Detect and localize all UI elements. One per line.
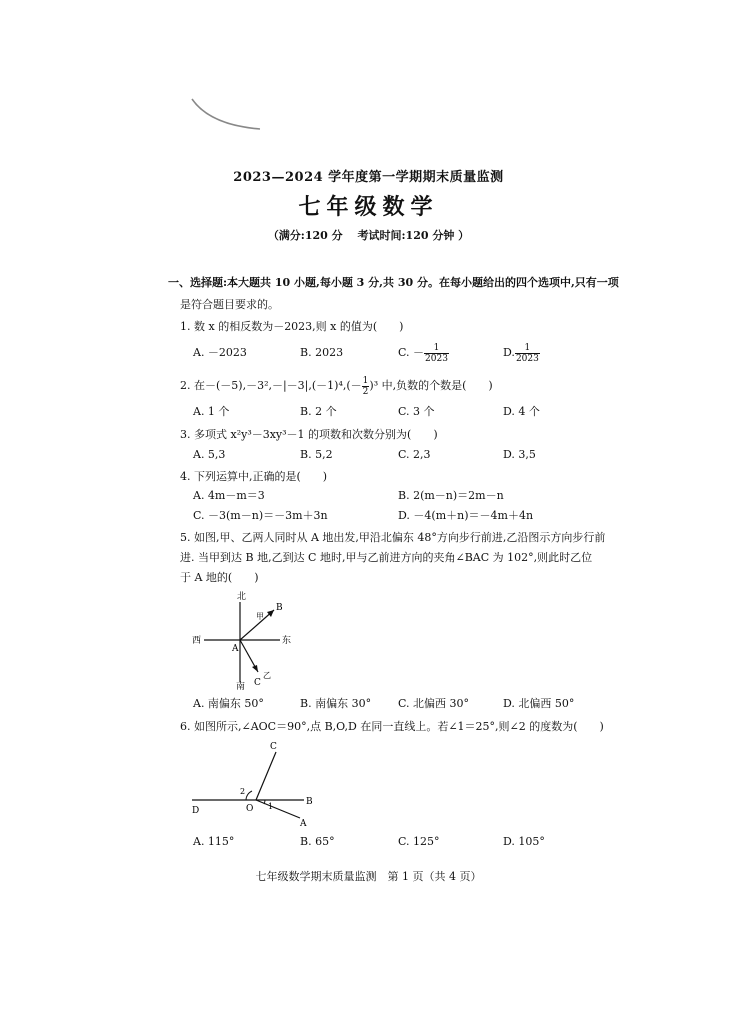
exam-subject-title: 七年级数学 (298, 195, 439, 220)
q4-option-d: D. －4(m＋n)＝－4m＋4n (398, 509, 534, 522)
q5-label-yi: 乙 (263, 671, 271, 680)
q4-option-b: B. 2(m－n)＝2m－n (398, 489, 504, 502)
q1-c-numerator: 1 (424, 343, 449, 354)
q6-option-d: D. 105° (503, 835, 545, 848)
q6-label-o: O (246, 804, 254, 814)
q5-label-jia: 甲 (256, 612, 264, 621)
q5-label-north: 北 (237, 592, 247, 602)
q1-option-d-prefix: D. (503, 346, 515, 359)
q6-angle2-arc (246, 791, 252, 800)
q3-stem: 3. 多项式 x²y³－3xy³－1 的项数和次数分别为( ) (180, 428, 438, 441)
q1-option-c-fraction (424, 343, 449, 364)
section-instructions-line2: 是符合题目要求的。 (180, 298, 279, 311)
q3-option-d: D. 3,5 (503, 448, 536, 461)
q5-label-c: C (254, 678, 261, 688)
q2-option-b: B. 2 个 (300, 405, 337, 418)
q5-line1: 5. 如图,甲、乙两人同时从 A 地出发,甲沿北偏东 48°方向步行前进,乙沿图示方向步行前 (180, 531, 606, 544)
q5-option-b: B. 南偏东 30° (300, 697, 372, 710)
q5-label-b: B (276, 603, 283, 613)
q1-d-numerator: 1 (515, 343, 540, 354)
q5-option-c: C. 北偏西 30° (398, 697, 470, 710)
q6-stem: 6. 如图所示,∠AOC＝90°,点 B,O,D 在同一直线上。若∠1＝25°,则∠2 的度数为( ) (180, 720, 604, 733)
section-instructions-line1: 一、选择题:本大题共 10 小题,每小题 3 分,共 30 分。在每小题给出的四个选项中,只有一项 (168, 276, 619, 289)
q6-option-c: C. 125° (398, 835, 440, 848)
q6-option-b: B. 65° (300, 835, 335, 848)
q5-label-a: A (232, 644, 239, 654)
q1-option-b: B. 2023 (300, 346, 344, 359)
q5-label-west: 西 (192, 636, 202, 646)
q2-stem-part2: )³ 中,负数的个数是( ) (369, 379, 493, 392)
q3-option-c: C. 2,3 (398, 448, 431, 461)
q2-option-a: A. 1 个 (193, 405, 230, 418)
q6-option-a: A. 115° (193, 835, 235, 848)
q6-label-angle2: 2 (240, 787, 246, 796)
q1-option-a: A. －2023 (193, 346, 247, 359)
q5-label-east: 东 (282, 636, 292, 646)
q1-option-d (503, 339, 540, 367)
q1-stem: 1. 数 x 的相反数为－2023,则 x 的值为( ) (180, 320, 404, 333)
q2-stem (180, 374, 493, 398)
q2-numerator: 1 (362, 375, 369, 386)
q5-line2: 进. 当甲到达 B 地,乙到达 C 地时,甲与乙前进方向的夹角∠BAC 为 102°,则此时乙位 (180, 551, 593, 564)
exam-info: （满分:120 分 考试时间:120 分钟 ） (267, 229, 470, 242)
page-footer: 七年级数学期末质量监测 第 1 页（共 4 页） (255, 870, 482, 883)
q6-ray-oc (256, 752, 276, 800)
q1-d-denominator: 2023 (515, 353, 539, 364)
q6-angle-figure (186, 738, 336, 830)
q6-label-a: A (300, 819, 307, 829)
q3-option-b: B. 5,2 (300, 448, 333, 461)
q5-compass-figure (190, 588, 300, 692)
exam-term-title: 2023—2024 学年度第一学期期末质量监测 (233, 170, 504, 185)
q5-line3: 于 A 地的( ) (180, 571, 259, 584)
q1-option-c (398, 339, 449, 367)
q5-arrow-c (252, 665, 258, 672)
q1-c-denominator: 2023 (425, 353, 448, 364)
q3-option-a: A. 5,3 (193, 448, 226, 461)
scan-smudge-mark (190, 95, 270, 135)
q2-stem-part1: 2. 在－(－5),－3²,－|－3|,(－1)⁴,(－ (180, 379, 362, 392)
q1-option-d-fraction (515, 343, 540, 364)
q6-ray-oa (256, 800, 300, 818)
q6-label-angle1: 1 (268, 802, 274, 811)
q5-option-d: D. 北偏西 50° (503, 697, 575, 710)
q2-denominator: 2 (362, 386, 369, 397)
q6-label-d: D (192, 806, 200, 816)
q6-label-b: B (306, 797, 313, 807)
q4-option-a: A. 4m－m＝3 (193, 489, 265, 502)
q5-label-south: 南 (236, 682, 246, 692)
q2-option-c: C. 3 个 (398, 405, 435, 418)
q2-option-d: D. 4 个 (503, 405, 540, 418)
q6-label-c: C (270, 742, 277, 752)
q5-option-a: A. 南偏东 50° (193, 697, 264, 710)
q4-stem: 4. 下列运算中,正确的是( ) (180, 470, 328, 483)
q4-option-c: C. －3(m－n)＝－3m＋3n (193, 509, 328, 522)
q1-option-c-prefix: C. － (398, 346, 425, 359)
